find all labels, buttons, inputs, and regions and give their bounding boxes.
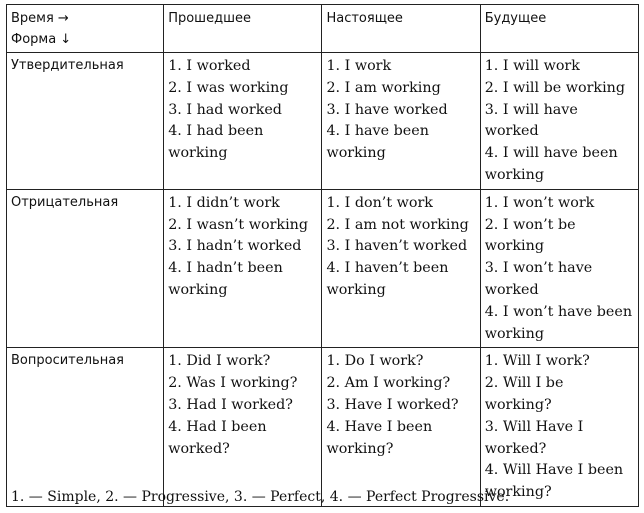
table-line: 3. Have I worked? xyxy=(326,396,459,413)
table-line: 3. I haven’t worked xyxy=(326,238,468,255)
table-line: 2. I wasn’t working xyxy=(168,216,308,233)
table-line: 2. Was I working? xyxy=(168,375,298,392)
cell-interrogative-future xyxy=(480,348,638,507)
table-line: 3. I won’t have worked xyxy=(484,260,593,298)
table-line: 4. I have been working xyxy=(326,123,429,162)
cell-negative-present xyxy=(322,189,480,348)
table-line: 3. I will have worked xyxy=(484,101,578,140)
table-line: 4. I haven’t been working xyxy=(326,260,449,298)
footnote-legend: 1. — Simple, 2. — Progressive, 3. — Perfect, 4. — Perfect Progressive. xyxy=(11,489,510,505)
table-line: 4. I had been working xyxy=(168,123,264,162)
cell-affirmative-present xyxy=(322,53,480,190)
row-affirmative xyxy=(7,53,639,190)
table-line: 4. I hadn’t been working xyxy=(168,260,283,298)
table-line: 2. I am not working xyxy=(326,216,469,233)
header-past: Прошедшее xyxy=(164,5,322,53)
cell-interrogative-past xyxy=(164,348,322,507)
header-present: Настоящее xyxy=(322,5,480,53)
table-line: 1. I will work xyxy=(484,58,580,74)
table-line: 2. I am working xyxy=(326,79,441,96)
cell-negative-past xyxy=(164,189,322,348)
corner-header-cell xyxy=(7,5,164,53)
row-label-affirmative: Утвердительная xyxy=(7,53,164,190)
cell-affirmative-past xyxy=(164,53,322,190)
table-line: 2. I won’t be working xyxy=(484,216,576,255)
header-row xyxy=(7,5,639,53)
table-line: 4. I won’t have been working xyxy=(484,303,633,342)
row-label-interrogative: Вопросительная xyxy=(7,348,164,507)
table-line: 1. Did I work? xyxy=(168,353,271,370)
table-line: 4. Had I been worked? xyxy=(168,418,267,457)
table-line: 2. Am I working? xyxy=(326,375,451,392)
table-line: 1. Do I work? xyxy=(326,353,424,370)
cell-affirmative-future xyxy=(480,53,638,190)
table-line: 1. I work xyxy=(326,58,392,74)
table-line: 1. I didn’t work xyxy=(168,194,280,211)
table-line: 2. I was working xyxy=(168,79,289,96)
table-line: 3. Had I worked? xyxy=(168,396,293,413)
tense-table xyxy=(6,4,639,507)
table-line: 3. Will Have I worked? xyxy=(484,418,584,457)
cell-negative-future xyxy=(480,189,638,348)
table-line: 2. I will be working xyxy=(484,79,626,96)
table-line: 3. I have worked xyxy=(326,101,448,118)
row-negative xyxy=(7,189,639,348)
table-line: 4. Have I been working? xyxy=(326,418,433,457)
cell-interrogative-present xyxy=(322,348,480,507)
table-line: 1. I don’t work xyxy=(326,194,433,211)
table-line: 4. I will have been working xyxy=(484,145,618,183)
corner-time-label: Время → xyxy=(11,11,69,26)
table-line: 2. Will I be working? xyxy=(484,375,564,413)
table-line: 3. I hadn’t worked xyxy=(168,238,302,255)
row-interrogative xyxy=(7,348,639,507)
table-line: 3. I had worked xyxy=(168,101,282,118)
header-future: Будущее xyxy=(480,5,638,53)
row-label-negative: Отрицательная xyxy=(7,189,164,348)
table-line: 1. I worked xyxy=(168,58,251,74)
corner-form-label: Форма ↓ xyxy=(11,32,72,47)
table-line: 1. I won’t work xyxy=(484,194,595,211)
table-line: 1. Will I work? xyxy=(484,353,590,370)
table-line: 4. Will Have I been working? xyxy=(484,462,624,501)
